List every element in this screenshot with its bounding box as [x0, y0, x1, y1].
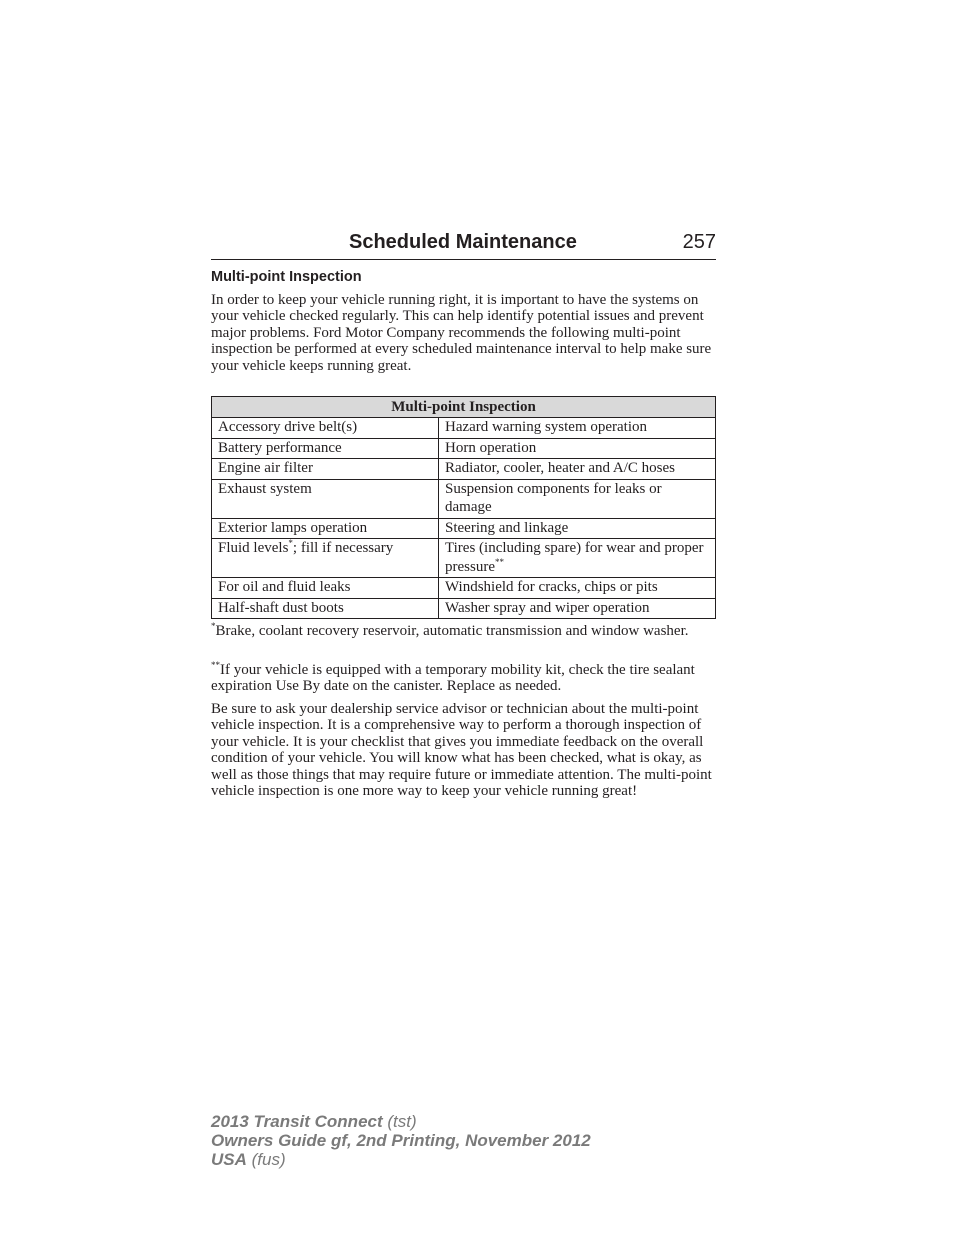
footnote-mark: *	[288, 538, 293, 548]
table-cell: Washer spray and wiper operation	[439, 598, 716, 619]
cell-text: Tires (including spare) for wear and proper pressure	[445, 540, 704, 575]
table-cell: Battery performance	[212, 438, 439, 459]
page-footer	[211, 1112, 591, 1169]
cell-text: Fluid levels	[218, 540, 289, 556]
footer-line	[211, 1112, 591, 1131]
footer-code: (fus)	[251, 1150, 286, 1169]
table-row	[212, 479, 716, 518]
table-cell: Hazard warning system operation	[439, 418, 716, 439]
table-cell: Exterior lamps operation	[212, 518, 439, 539]
table-row	[212, 459, 716, 480]
table-cell: Horn operation	[439, 438, 716, 459]
table-row	[212, 598, 716, 619]
page-header	[211, 228, 716, 260]
table-cell: Suspension components for leaks or damage	[439, 479, 716, 518]
table-row	[212, 518, 716, 539]
subheading: Multi-point Inspection	[211, 269, 362, 285]
table-cell	[212, 539, 439, 578]
table-row	[212, 578, 716, 599]
footer-market: USA	[211, 1150, 247, 1169]
footer-model: 2013 Transit Connect	[211, 1112, 383, 1131]
closing-paragraph: Be sure to ask your dealership service advisor or technician about the multi-point vehicle inspection. It is a comprehensive way to perform a thorough inspection of your vehicle. It is your checklist that gives you immediate feedback on the overall condition of your vehicle. You will know what has been checked, what is okay, as well as those things that may require future or immediate attention. The multi-point vehicle inspection is one more way to keep your vehicle running great!	[211, 701, 712, 800]
table-header-row	[212, 397, 716, 418]
page-number: 257	[682, 231, 716, 253]
footnote	[211, 662, 717, 695]
table-cell: Exhaust system	[212, 479, 439, 518]
footnote-mark: **	[211, 660, 220, 670]
footnote-text: If your vehicle is equipped with a temporary mobility kit, check the tire sealant expiration Use By date on the canister. Replace as needed.	[211, 662, 695, 695]
footnote-mark: *	[211, 621, 216, 631]
table-header: Multi-point Inspection	[212, 397, 716, 418]
footer-line: Owners Guide gf, 2nd Printing, November 2012	[211, 1131, 591, 1150]
footnote	[211, 623, 717, 639]
footnote-mark: **	[494, 556, 504, 567]
table-row	[212, 418, 716, 439]
table-cell: For oil and fluid leaks	[212, 578, 439, 599]
table-row	[212, 539, 716, 578]
cell-text: ; fill if necessary	[292, 540, 394, 556]
table-cell: Accessory drive belt(s)	[212, 418, 439, 439]
footnote-text: Brake, coolant recovery reservoir, automatic transmission and window washer.	[215, 623, 689, 639]
footer-code: (tst)	[387, 1112, 417, 1131]
table-cell: Half-shaft dust boots	[212, 598, 439, 619]
table-row	[212, 438, 716, 459]
section-title: Scheduled Maintenance	[349, 231, 577, 253]
intro-paragraph: In order to keep your vehicle running right, it is important to have the systems on your vehicle checked regularly. This can help identify potential issues and prevent major problems. Ford Motor Company recommends the following multi-point inspection be performed at every scheduled maintenance interval to help make sure your vehicle keeps running great.	[211, 292, 712, 374]
footer-line	[211, 1150, 591, 1169]
inspection-table	[211, 396, 716, 619]
table-cell: Windshield for cracks, chips or pits	[439, 578, 716, 599]
table-cell: Steering and linkage	[439, 518, 716, 539]
table-cell: Radiator, cooler, heater and A/C hoses	[439, 459, 716, 480]
table-cell	[439, 539, 716, 578]
table-cell: Engine air filter	[212, 459, 439, 480]
